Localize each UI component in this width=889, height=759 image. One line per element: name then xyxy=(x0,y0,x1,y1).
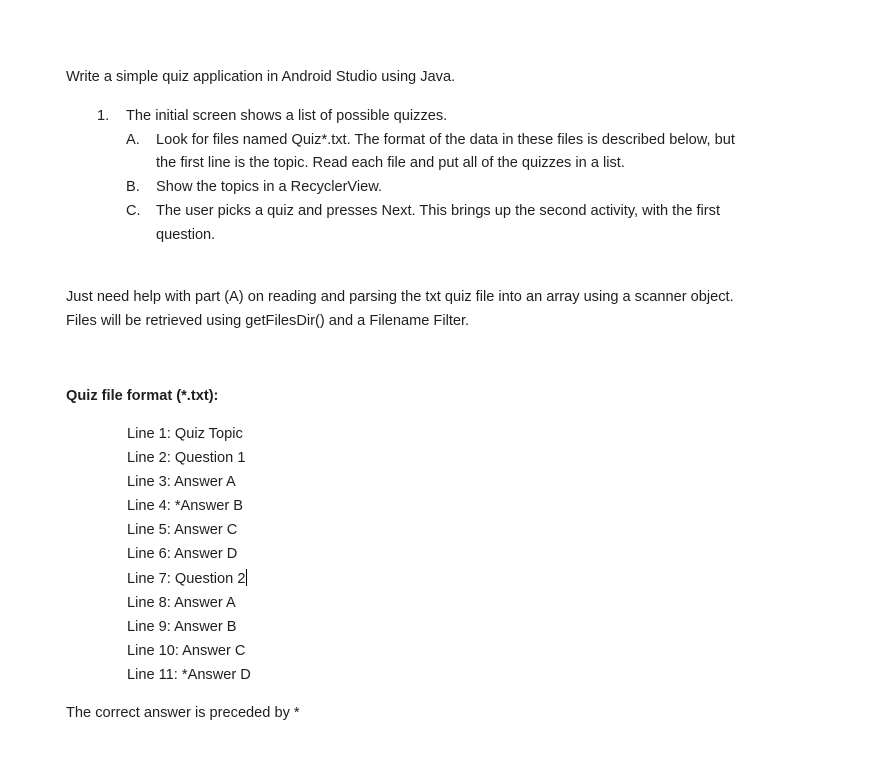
format-line-with-cursor[interactable] xyxy=(127,567,247,591)
text-cursor xyxy=(246,569,247,586)
sub-item-a-line1: Look for files named Quiz*.txt. The format of the data in these files is described below, but xyxy=(156,132,735,148)
format-line: Line 1: Quiz Topic xyxy=(127,426,243,442)
help-line-2: Files will be retrieved using getFilesDir() and a Filename Filter. xyxy=(66,313,470,329)
sub-item-b: Show the topics in a RecyclerView. xyxy=(156,179,383,195)
format-heading: Quiz file format (*.txt): xyxy=(66,388,219,404)
list-item-1: The initial screen shows a list of possible quizzes. xyxy=(126,108,448,124)
format-line: Line 5: Answer C xyxy=(127,522,238,538)
format-line: Line 6: Answer D xyxy=(127,546,238,562)
sub-label-c: C. xyxy=(126,203,141,219)
format-line: Line 11: *Answer D xyxy=(127,667,251,683)
sub-label-a: A. xyxy=(126,132,140,148)
footer-note: The correct answer is preceded by * xyxy=(66,705,300,721)
sub-item-c-line2: question. xyxy=(156,227,216,243)
format-line: Line 7: Question 2 xyxy=(127,571,246,587)
format-line: Line 9: Answer B xyxy=(127,619,237,635)
intro-text: Write a simple quiz application in Android Studio using Java. xyxy=(66,69,456,85)
list-number-1: 1. xyxy=(97,108,110,124)
format-line: Line 4: *Answer B xyxy=(127,498,244,514)
format-line: Line 3: Answer A xyxy=(127,474,236,490)
format-line: Line 10: Answer C xyxy=(127,643,246,659)
sub-label-b: B. xyxy=(126,179,140,195)
sub-item-a-line2: the first line is the topic. Read each file and put all of the quizzes in a list. xyxy=(156,155,625,171)
format-line: Line 8: Answer A xyxy=(127,595,236,611)
help-line-1: Just need help with part (A) on reading and parsing the txt quiz file into an array using a scanner object. xyxy=(66,289,734,305)
sub-item-c-line1: The user picks a quiz and presses Next. This brings up the second activity, with the first xyxy=(156,203,721,219)
format-line: Line 2: Question 1 xyxy=(127,450,246,466)
